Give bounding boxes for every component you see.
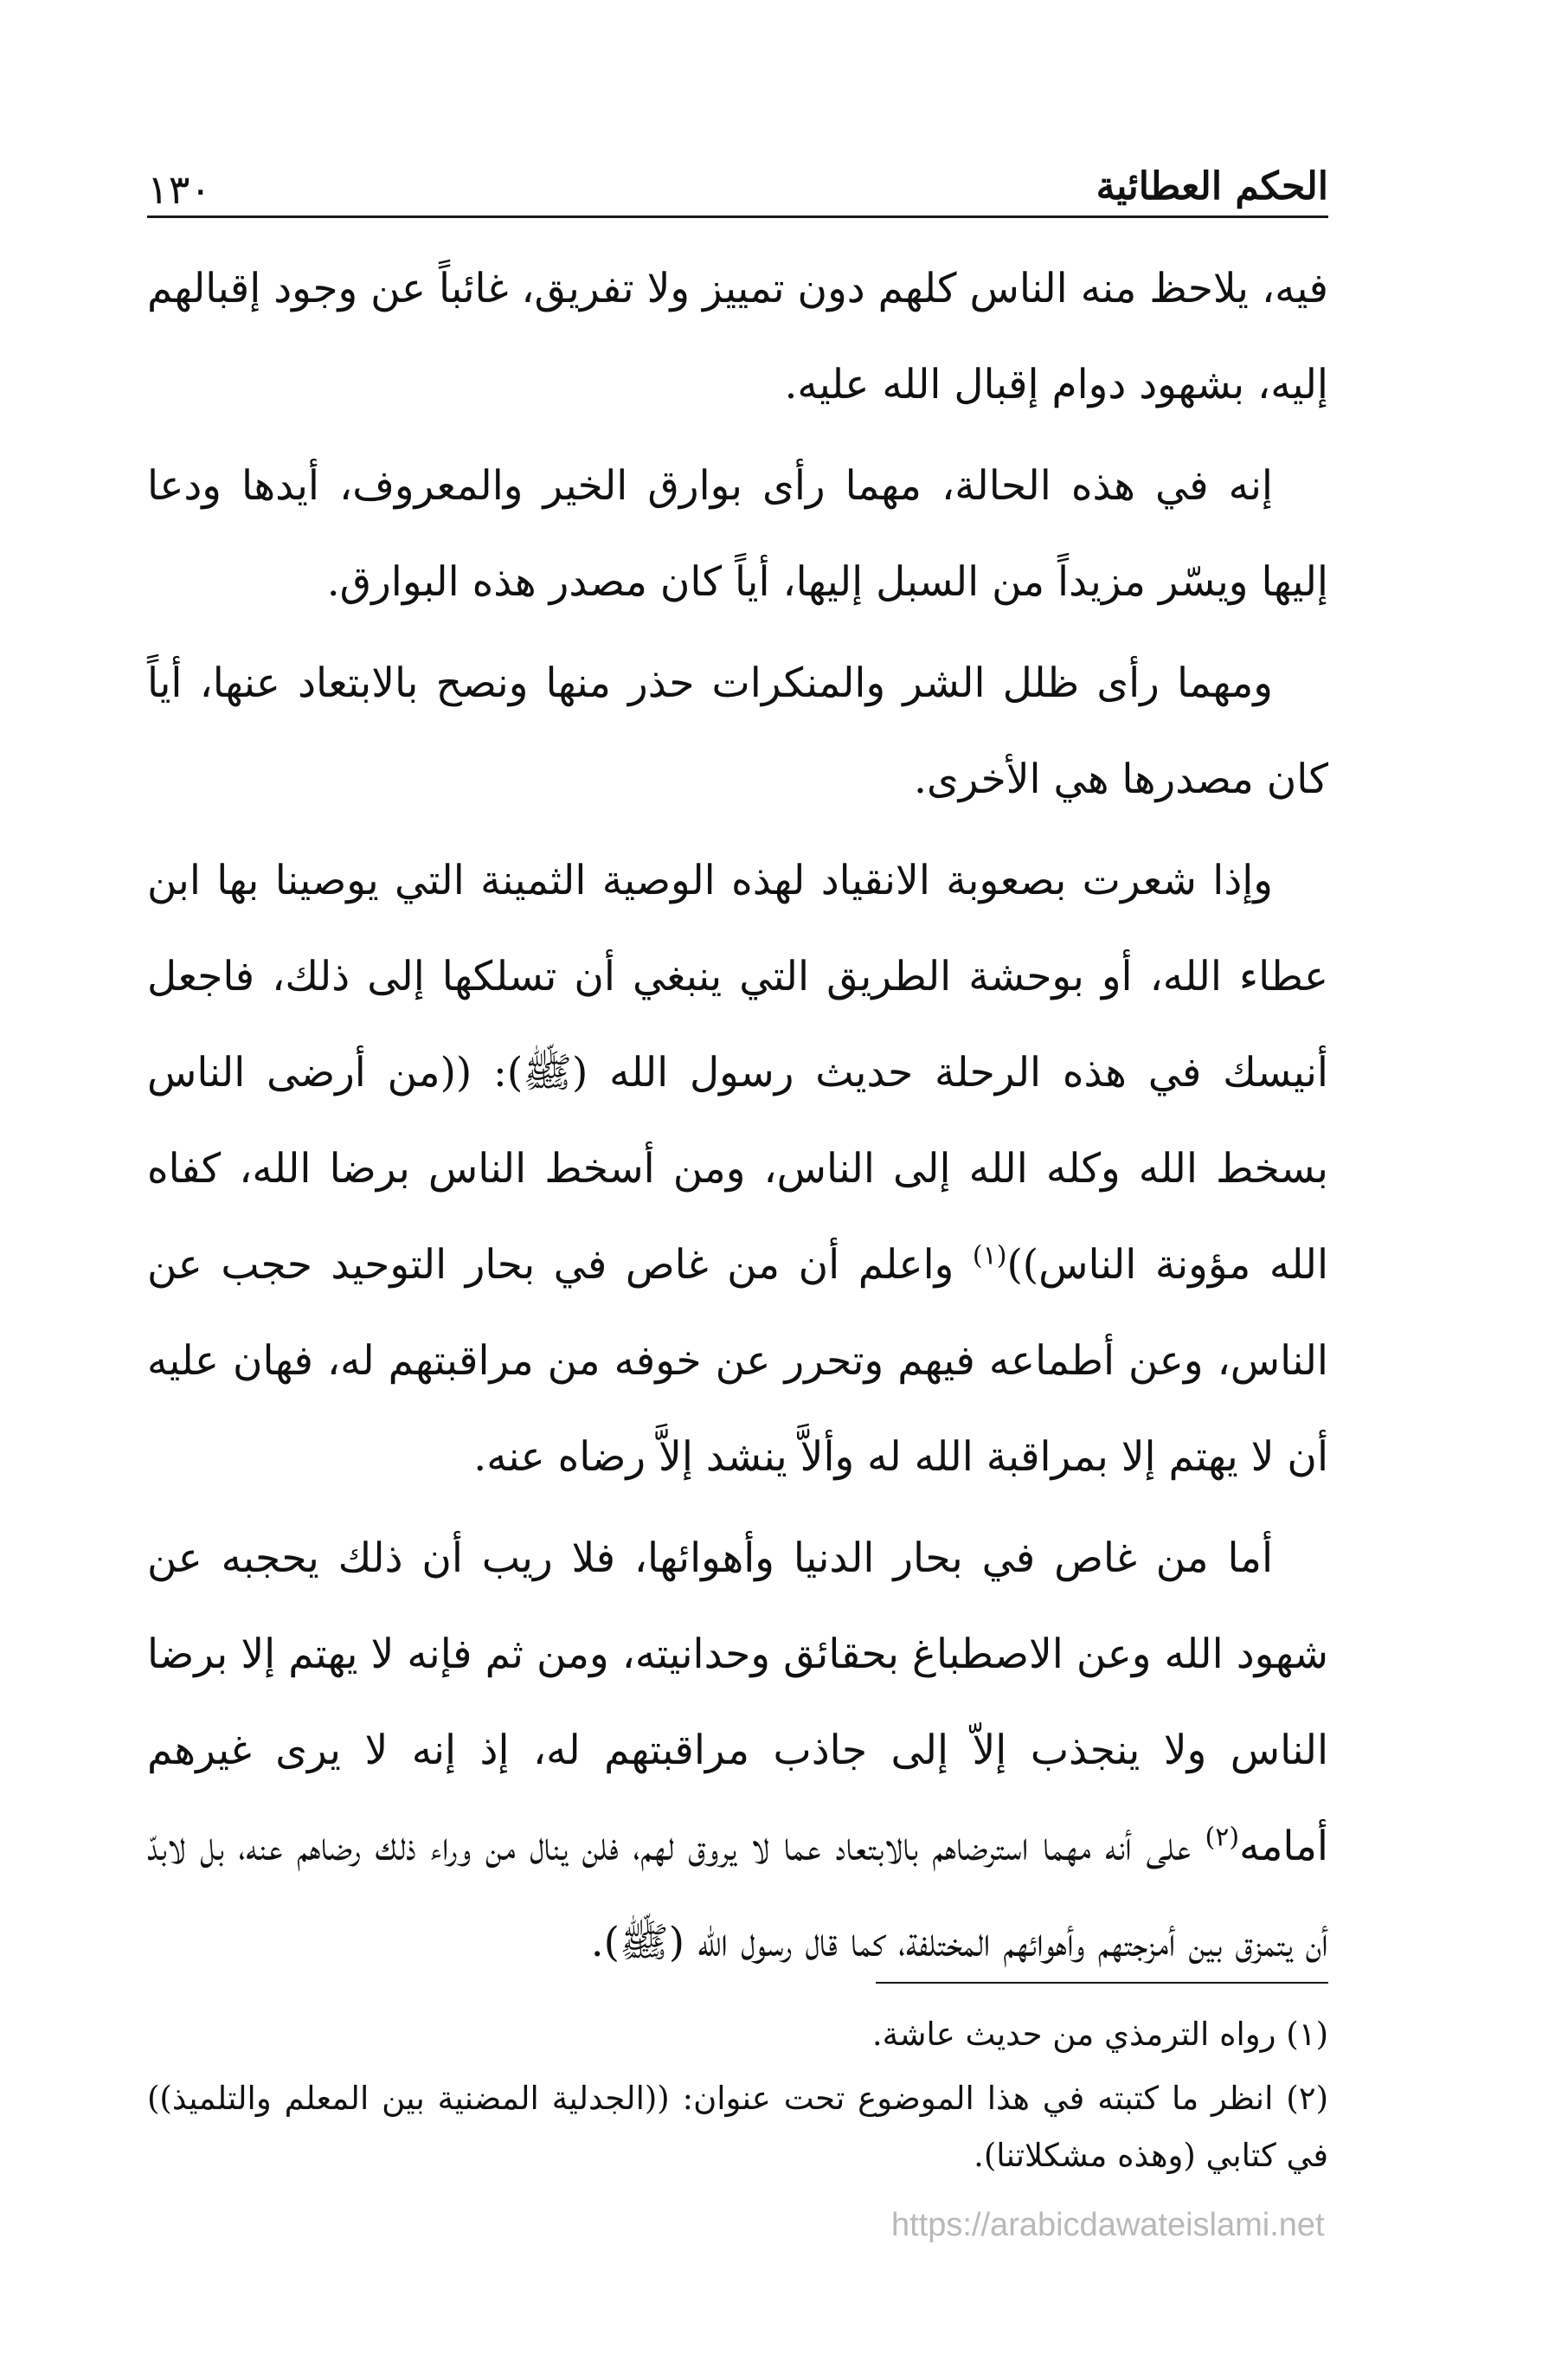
- paragraph-2: إنه في هذه الحالة، مهما رأى بوارق الخير والمعروف، أيدها ودعا إليها ويسّر مزيداً من السبل إليها، أياً كان مصدر هذه البوارق.: [147, 462, 1328, 606]
- paragraph-5-text: أما من غاص في بحار الدنيا وأهوائها، فلا ريب أن ذلك يحجبه عن شهود الله وعن الاصطباغ بحقائق وحدانيته، ومن ثم فإنه لا يهتم إلا برضا الناس ولا ينجذب إلاّ إلى جاذب مراقبتهم له، إذ إنه لا يرى غيرهم أمامه: [147, 1534, 1328, 1870]
- page-header: [147, 138, 1328, 218]
- page-number: ١٣٠: [147, 166, 212, 213]
- footnote-1: (١) رواه الترمذي من حديث عاشة.: [871, 2016, 1328, 2053]
- paragraph-3: ومهما رأى ظلل الشر والمنكرات حذر منها ونصح بالابتعاد عنها، أياً كان مصدرها هي الأخرى.: [147, 659, 1328, 803]
- body-text: [147, 241, 1328, 1991]
- header-rule: [147, 215, 1328, 218]
- footnote-rule: [876, 1982, 1328, 1984]
- footnote-2: (٢) انظر ما كتبته في هذا الموضوع تحت عنوان: ((الجدلية المضنية بين المعلم والتلميذ)) في كتابي (وهذه مشكلاتنا).: [147, 2080, 1328, 2174]
- running-title: الحكم العطائية: [1096, 164, 1328, 209]
- paragraph-5: [147, 1510, 1328, 1991]
- paragraph-4: [147, 833, 1328, 1505]
- footnotes: [147, 2006, 1328, 2191]
- site-watermark: https://arabicdawateislami.net: [891, 2207, 1325, 2243]
- footnote-ref-2[interactable]: (٢): [1205, 1822, 1240, 1853]
- paragraph-4-text: وإذا شعرت بصعوبة الانقياد لهذه الوصية الثمينة التي يوصينا بها ابن عطاء الله، أو بوحشة الطريق التي ينبغي أن تسلكها إلى ذلك، فاجعل أنيسك في هذه الرحلة حديث رسول الله (ﷺ): ((من أرضى الناس بسخط الله وكله الله إلى الناس، ومن أسخط الناس برضا الله، كفاه الله مؤونة الناس)): [147, 857, 1328, 1289]
- paragraph-4-text-cont: واعلم أن من غاص في بحار التوحيد حجب عن الناس، وعن أطماعه فيهم وتحرر عن خوفه من مراقبتهم له، فهان عليه أن لا يهتم إلا بمراقبة الله له وألاَّ ينشد إلاَّ رضاه عنه.: [147, 1241, 1328, 1481]
- footnote-ref-1[interactable]: (١): [972, 1240, 1007, 1271]
- paragraph-5-text-cont: على أنه مهما استرضاهم بالابتعاد عما لا يروق لهم، فلن ينال من وراء ذلك رضاهم عنه، بل لابدّ أن يتمزق بين أمزجتهم وأهوائهم المختلفة، كما قال رسول الله (ﷺ).: [147, 1823, 1328, 1966]
- paragraph-1: فيه، يلاحظ منه الناس كلهم دون تمييز ولا تفريق، غائباً عن وجود إقبالهم إليه، بشهود دوام إقبال الله عليه.: [147, 265, 1328, 408]
